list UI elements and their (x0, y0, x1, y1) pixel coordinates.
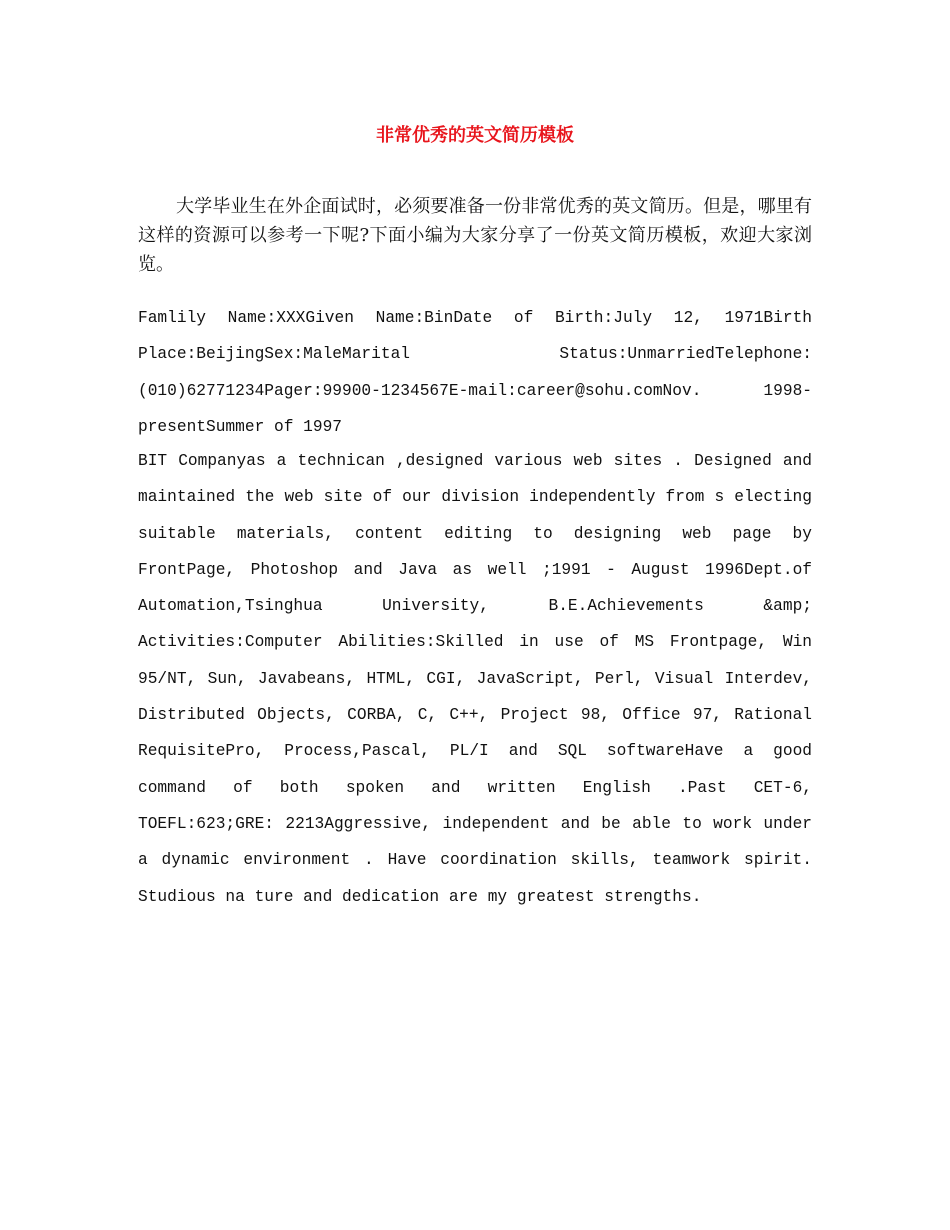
personal-info-paragraph: Famlily Name:XXXGiven Name:BinDate of Birth:July 12, 1971Birth Place:BeijingSex:MaleMarital Status:UnmarriedTelephone:(010)62771234Pager:99900-1234567E-mail:career@sohu.comNov. 1998-presentSummer of 1997 (138, 309, 812, 436)
intro-paragraph: 大学毕业生在外企面试时，必须要准备一份非常优秀的英文简历。但是，哪里有这样的资源可以参考一下呢?下面小编为大家分享了一份英文简历模板，欢迎大家浏览。 (138, 196, 812, 275)
experience-paragraph: BIT Companyas a technican ,designed various web sites . Designed and maintained the web site of our division independently from s electing suitable materials, content editing to designing web page by FrontPage, Photoshop and Java as well ;1991 - August 1996Dept.of Automation,Tsinghua University, B.E.Achievements &amp; Activities:Computer Abilities:Skilled in use of MS Frontpage, Win 95/NT, Sun, Javabeans, HTML, CGI, JavaScript, Perl, Visual Interdev, Distributed Objects, CORBA, C, C++, Project 98, Office 97, Rational RequisitePro, Process,Pascal, PL/I and SQL softwareHave a good command of both spoken and written English .Past CET-6, TOEFL:623;GRE: 2213Aggressive, independent and be able to work under a dynamic environment . Have coordination skills, teamwork spirit. Studious na ture and dedication are my greatest strengths. (138, 452, 812, 906)
document-title: 非常优秀的英文简历模板 (376, 125, 574, 146)
